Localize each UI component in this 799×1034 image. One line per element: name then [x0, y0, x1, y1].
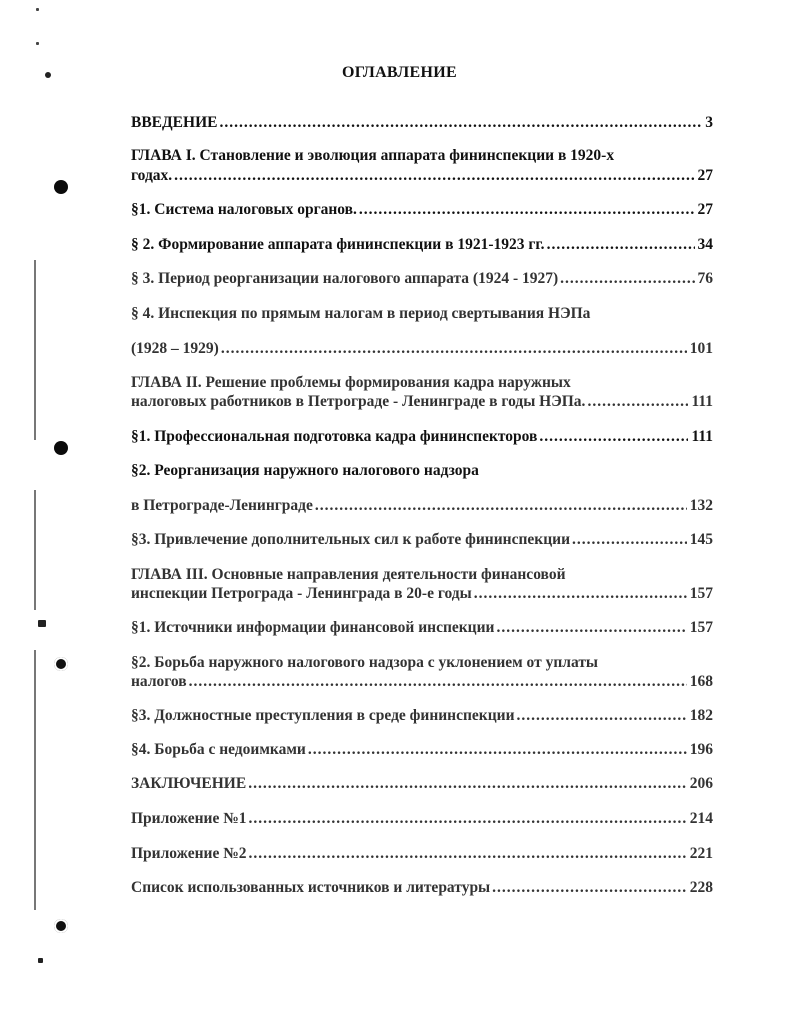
toc-entry-line1: ГЛАВА I. Становление и эволюция аппарата фининспекции в 1920-х — [131, 147, 615, 164]
toc-entry-text: налогов — [131, 673, 187, 690]
scan-edge-mark — [34, 490, 36, 610]
toc-entry-line1: ГЛАВА III. Основные направления деятельности финансовой — [131, 566, 566, 583]
toc-entry-page: 76 — [697, 270, 713, 287]
toc-entry-line1: § 4. Инспекция по прямым налогам в период свертывания НЭПа — [131, 305, 591, 322]
toc-entry-text: ЗАКЛЮЧЕНИЕ — [131, 775, 247, 792]
toc-entry — [131, 618, 713, 637]
toc-entry-page: 228 — [689, 879, 713, 896]
toc-leader-dots — [474, 584, 687, 603]
toc-leader-dots — [547, 235, 695, 254]
toc-entry-text: §3. Должностные преступления в среде фининспекции — [131, 707, 515, 724]
toc-entry-text: §1. Профессиональная подготовка кадра фининспекторов — [131, 428, 538, 445]
toc-entry — [131, 392, 713, 411]
toc-entry-page: 101 — [689, 340, 713, 357]
toc-entry — [131, 740, 713, 759]
toc-entry-page: 111 — [691, 393, 713, 410]
toc-entry-text: ВВЕДЕНИЕ — [131, 114, 218, 131]
page-title: ОГЛАВЛЕНИЕ — [342, 64, 457, 81]
toc-entry — [131, 530, 713, 549]
toc-entry-text: (1928 – 1929) — [131, 340, 219, 357]
punch-hole — [54, 180, 68, 194]
toc-entry-page: 221 — [689, 845, 713, 862]
toc-entry-text: §3. Привлечение дополнительных сил к работе фининспекции — [131, 531, 570, 548]
toc-leader-dots — [315, 496, 687, 515]
toc-leader-dots — [249, 844, 687, 863]
toc-entry — [131, 339, 713, 358]
toc-entry-text: §4. Борьба с недоимками — [131, 741, 306, 758]
toc-entry-page: 206 — [689, 775, 713, 792]
toc-entry — [131, 584, 713, 603]
toc-entry-text: §1. Источники информации финансовой инспекции — [131, 619, 495, 636]
toc-leader-dots — [221, 339, 687, 358]
toc-entry-text: §1. Система налоговых органов. — [131, 201, 357, 218]
toc-entry-page: 157 — [689, 585, 713, 602]
scan-edge-mark — [34, 260, 36, 440]
scan-speck — [38, 958, 43, 963]
toc-leader-dots — [517, 706, 687, 725]
toc-leader-dots — [572, 530, 687, 549]
toc-entry-page: 145 — [689, 531, 713, 548]
toc-entry-page: 182 — [689, 707, 713, 724]
toc-entry-line1: §2. Борьба наружного налогового надзора с уклонением от уплаты — [131, 654, 599, 671]
toc-entry — [131, 706, 713, 725]
toc-entry — [131, 844, 713, 863]
toc-leader-dots — [492, 878, 687, 897]
toc-entry-line1: ГЛАВА II. Решение проблемы формирования кадра наружных — [131, 374, 571, 391]
toc-entry-text: в Петрограде-Ленинграде — [131, 497, 313, 514]
toc-entry-text: Приложение №2 — [131, 845, 247, 862]
punch-hole — [54, 441, 68, 455]
toc-entry-page: 214 — [689, 810, 713, 827]
toc-leader-dots — [587, 392, 688, 411]
toc-leader-dots — [308, 740, 687, 759]
toc-entry — [131, 672, 713, 691]
toc-entry-text: налоговых работников в Петрограде - Ленинграде в годы НЭПа. — [131, 393, 586, 410]
toc-entry-text: Список использованных источников и литературы — [131, 879, 491, 896]
toc-entry — [131, 878, 713, 897]
toc-entry — [131, 200, 713, 219]
toc-entry-page: 132 — [689, 497, 713, 514]
toc-entry — [131, 166, 713, 185]
toc-entry-text: Приложение №1 — [131, 810, 247, 827]
toc-entry-text: § 3. Период реорганизации налогового аппарата (1924 - 1927) — [131, 270, 559, 287]
toc-entry-page: 3 — [705, 114, 713, 131]
toc-entry — [131, 427, 713, 446]
toc-entry — [131, 809, 713, 828]
toc-entry-page: 27 — [697, 201, 713, 218]
scan-speck — [36, 42, 39, 45]
scan-speck — [38, 620, 46, 627]
scan-edge-mark — [34, 650, 36, 910]
toc-entry-page: 157 — [689, 619, 713, 636]
toc-entry-page: 111 — [691, 428, 713, 445]
toc-entry — [131, 113, 713, 132]
toc-leader-dots — [248, 774, 687, 793]
toc-entry — [131, 496, 713, 515]
punch-hole — [54, 657, 68, 671]
toc-entry — [131, 235, 713, 254]
toc-entry — [131, 774, 713, 793]
toc-leader-dots — [219, 113, 702, 132]
toc-leader-dots — [249, 809, 687, 828]
toc-leader-dots — [496, 618, 686, 637]
toc-entry — [131, 269, 713, 288]
toc-entry-page: 34 — [697, 236, 713, 253]
toc-entry-text: инспекции Петрограда - Ленинграда в 20-е годы — [131, 585, 472, 602]
toc-leader-dots — [174, 166, 694, 185]
toc-leader-dots — [359, 200, 695, 219]
toc-leader-dots — [539, 427, 688, 446]
toc-leader-dots — [560, 269, 694, 288]
scan-speck — [36, 8, 39, 11]
punch-hole — [54, 919, 68, 933]
toc-entry-page: 168 — [689, 673, 713, 690]
toc-entry-page: 27 — [697, 167, 713, 184]
toc-entry-page: 196 — [689, 741, 713, 758]
toc-entry-text: годах. — [131, 167, 173, 184]
toc-leader-dots — [189, 672, 687, 691]
toc-entry-line1: §2. Реорганизация наружного налогового надзора — [131, 462, 479, 479]
toc-entry-text: § 2. Формирование аппарата фининспекции в 1921-1923 гг. — [131, 236, 545, 253]
